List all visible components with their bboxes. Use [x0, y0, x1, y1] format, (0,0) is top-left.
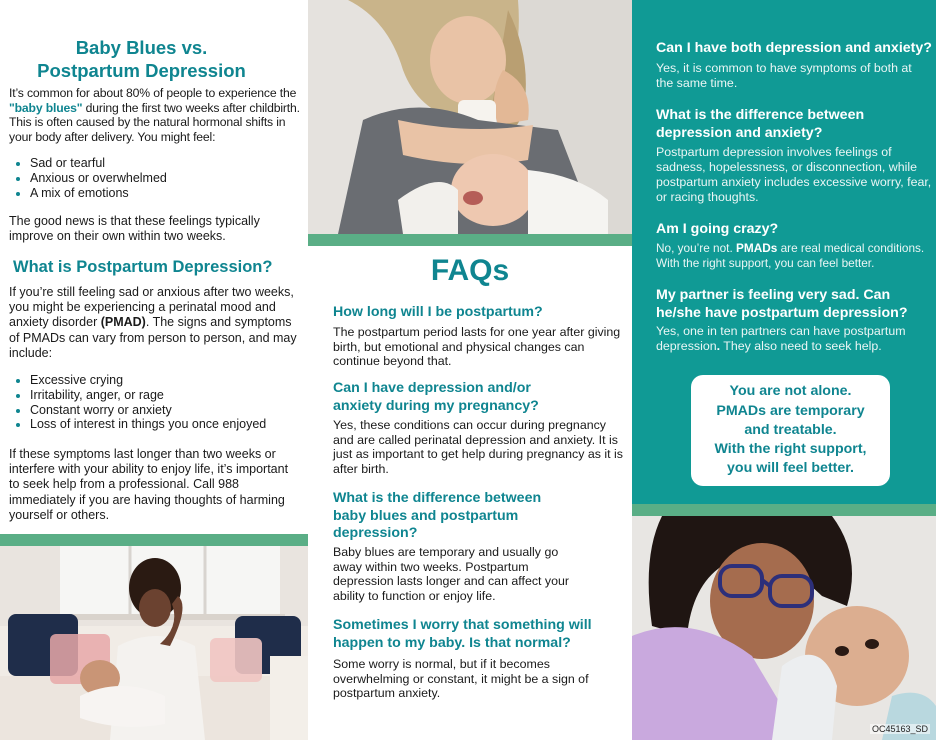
- faq-question: Am I going crazy?: [656, 221, 779, 237]
- photo-mother-kissing-baby: [632, 516, 936, 740]
- panel-baby-blues: [0, 0, 308, 740]
- baby-blues-highlight: "baby blues": [9, 100, 83, 115]
- faq-answer: Yes, one in ten partners can have postpartum depression. They also need to seek help.: [656, 324, 906, 353]
- list-item: A mix of emotions: [16, 186, 167, 201]
- faq-answer: The postpartum period lasts for one year after giving birth, but emotional and physical changes can continue beyond that.: [333, 325, 621, 369]
- faq-answer: Some worry is normal, but if it becomes overwhelming or constant, it might be a sign of postpartum anxiety.: [333, 657, 589, 701]
- list-item: Sad or tearful: [16, 156, 167, 171]
- list-item: Irritability, anger, or rage: [16, 388, 266, 403]
- pmad-term: (PMAD): [100, 315, 146, 330]
- faq-question: What is the difference between baby blues and postpartum depression?: [333, 490, 542, 541]
- panel-faqs: [308, 0, 632, 740]
- list-item: Constant worry or anxiety: [16, 403, 266, 418]
- divider-bar: [0, 534, 308, 546]
- faq-question: Can I have depression and/or anxiety during my pregnancy?: [333, 380, 539, 414]
- faq-question: My partner is feeling very sad. Can he/she have postpartum depression?: [656, 287, 908, 321]
- faq-answer: Postpartum depression involves feelings of sadness, hopelessness, or disconnection, while postpartum anxiety includes excessive worry, fear, or racing thoughts.: [656, 145, 932, 204]
- seek-help-text: If these symptoms last longer than two weeks or interfere with your ability to enjoy life, it’s important to seek help from a professional. Call 988 immediately if you are having thoughts of harming yourself or others.: [9, 447, 289, 522]
- list-item: Excessive crying: [16, 373, 266, 388]
- faqs-title: FAQs: [430, 254, 510, 287]
- pmad-description: If you’re still feeling sad or anxious after two weeks, you might be experiencing a perinatal mood and anxiety disorder (PMAD). The signs and symptoms of PMADs can vary from person to person, and may include:: [9, 285, 297, 360]
- faq-answer: No, you’re not. PMADs are real medical conditions. With the right support, you can feel better.: [656, 241, 925, 270]
- feelings-list: [16, 156, 167, 200]
- faq-question: Sometimes I worry that something will happen to my baby. Is that normal?: [333, 617, 592, 651]
- list-item: Loss of interest in things you once enjoyed: [16, 417, 266, 432]
- heading-what-is-ppd: What is Postpartum Depression?: [13, 258, 273, 276]
- list-item: Anxious or overwhelmed: [16, 171, 167, 186]
- faq-answer: Baby blues are temporary and usually go away within two weeks. Postpartum depression lasts longer and can affect your ability to function or enjoy life.: [333, 545, 570, 604]
- good-news-text: The good news is that these feelings typically improve on their own within two weeks.: [9, 214, 260, 243]
- document-code: OC45163_SD: [871, 724, 928, 734]
- symptoms-list: [16, 373, 266, 432]
- you-are-not-alone-callout: You are not alone. PMADs are temporary and treatable. With the right support, you will feel better.: [691, 375, 890, 486]
- faq-answer: Yes, it is common to have symptoms of both at the same time.: [656, 61, 912, 90]
- divider-bar: [308, 234, 632, 246]
- photo-mother-nursing-on-sofa: [0, 546, 308, 740]
- faq-question: How long will I be postpartum?: [333, 304, 543, 320]
- panel-more-faqs: [632, 0, 936, 740]
- baby-blues-intro: It’s common for about 80% of people to experience the "baby blues" during the first two weeks after childbirth. This is often caused by the natural hormonal shifts in your body after delivery. You might feel:: [9, 86, 300, 144]
- faq-question: Can I have both depression and anxiety?: [656, 40, 932, 56]
- divider-bar: [632, 504, 936, 516]
- photo-crying-baby-and-mother: [308, 0, 632, 234]
- faq-question: What is the difference between depression and anxiety?: [656, 107, 865, 141]
- section-title-baby-blues: Baby Blues vs. Postpartum Depression: [37, 37, 246, 81]
- faq-answer: Yes, these conditions can occur during pregnancy and are called perinatal depression and anxiety. It is just as important to get help during pregnancy as it is after birth.: [333, 418, 623, 477]
